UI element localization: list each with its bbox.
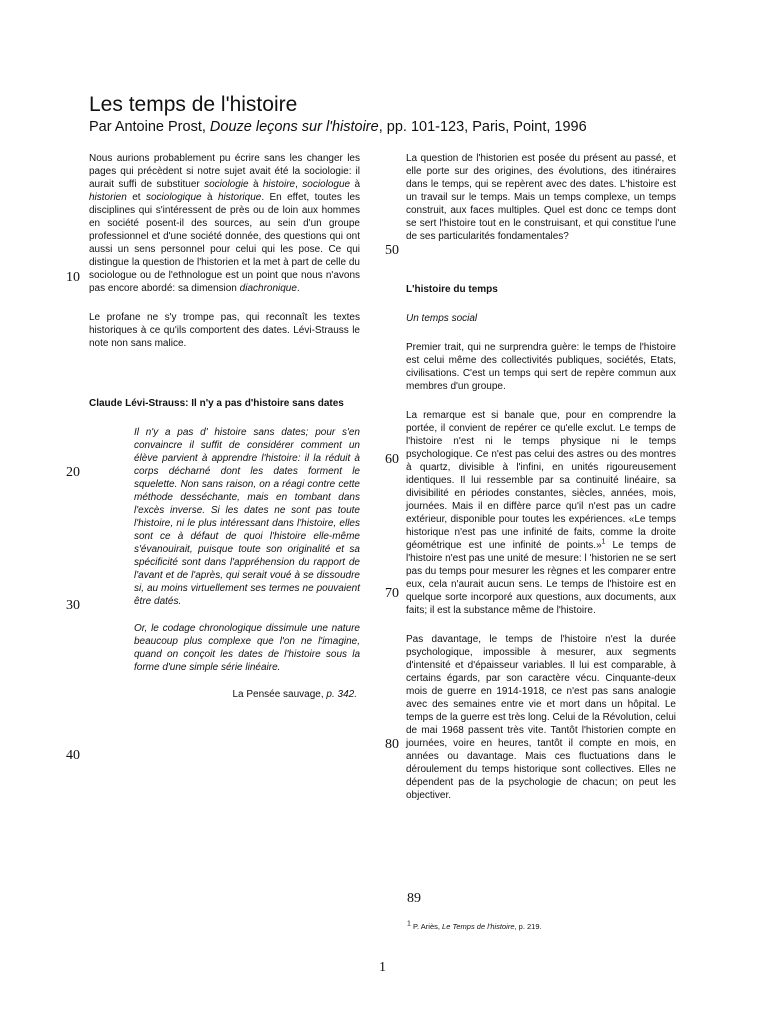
line-number: 10 xyxy=(66,270,80,285)
page-title: Les temps de l'histoire xyxy=(89,93,298,116)
section-heading: L'histoire du temps xyxy=(406,284,498,295)
line-number: 80 xyxy=(385,737,399,752)
section-heading: Claude Lévi-Strauss: Il n'y a pas d'histoire sans dates xyxy=(89,398,344,409)
line-number: 70 xyxy=(385,586,399,601)
question-paragraph: La question de l'historien est posée du présent au passé, et elle porte sur des origines, des évolutions, des itinéraires dans le temps, qui se repèrent avec des dates. L'histoire est un travail sur le temps. Mais un temps complexe, un temps construit, aux faces multiples. Quel est donc ce temps dont se sert l'histoire tout en le construisant, et qui constitue l'une de ses particularités fondamentales? xyxy=(406,153,676,242)
left-column xyxy=(89,152,360,701)
subtitle-author: Par Antoine Prost, xyxy=(89,119,210,135)
line-number: 20 xyxy=(66,465,80,480)
quote-source: La Pensée sauvage, p. 342. xyxy=(232,689,357,700)
body-paragraph: La remarque est si banale que, pour en comprendre la portée, il convient de repérer ce qu'elle exclut. Le temps de l'histoire n'est ni le temps physique ni le temps psychologique. Ce n'est pas celui des astres ou des montres à quartz, divisible à l'infini, en unités rigoureusement identiques. Il lui ressemble par sa continuité linéaire, sa divisibilité en périodes constantes, siècles, années, mois, journées. Mais il en diffère parce qu'il n'est pas un cadre extérieur, disponible pour toutes les expériences. «Le temps historique n'est pas une infinité de faits, comme la droite géométrique est une infinité de points.»$^1$ Le temps de l'histoire n'est pas une unité de mesure: l 'historien ne se sert pas du temps pour mesurer les règnes et les comparer entre eux, cela n'aurait aucun sens. Le temps de l'histoire est en quelque sorte incorporé aux questions, aux documents, aux faits; il est la substance même de l'histoire. xyxy=(406,410,677,616)
line-number: 60 xyxy=(385,452,399,467)
right-column xyxy=(406,152,676,802)
line-number: 50 xyxy=(385,243,399,258)
profane-paragraph: Le profane ne s'y trompe pas, qui reconnaît les textes historiques à ce qu'ils comportent des dates. Lévi-Strauss le note non sans malice. xyxy=(89,312,360,349)
subtitle-publication: , pp. 101-123, Paris, Point, 1996 xyxy=(378,119,587,135)
page-number: 1 xyxy=(379,960,386,975)
source-page-number: 89 xyxy=(407,891,421,906)
line-number: 30 xyxy=(66,598,80,613)
line-number: 40 xyxy=(66,748,80,763)
body-paragraph: Pas davantage, le temps de l'histoire n'est la durée psychologique, impossible à mesurer, aux segments d'intensité et d'épaisseur variables. Il lui est comparable, à certains égards, par son caractère vécu. Cinquante-deux mois de guerre en 1914-1918, ce n'est pas sans analogie avec des semaines entre vie et mort dans un hôpital. Le temps de la guerre est très long. Celui de la Révolution, celui de mai 1968 passent très vite. Tantôt l'historien compte en journées, voire en heures, tantôt il compte en mois, en années ou davantage. Mais ces fluctuations dans le déroulement du temps historique sont collectives. Elles ne dépendent pas de la psychologie de chacun; on peut les objectiver. xyxy=(406,634,676,801)
footnote: $^1$ P. Ariès, Le Temps de l'histoire, p. 219. xyxy=(407,920,542,931)
intro-paragraph: Nous aurions probablement pu écrire sans les changer les pages qui précèdent si notre sujet avait été la sociologie: il aurait suffi de substituer sociologie à histoire, sociologue à historien et sociologique à historique. En effet, toutes les disciplines qui s'intéressent de près ou de loin aux hommes en société posent-il des sources, au sein d'un groupe professionnel et d'une société donnée, des questions qui ont aussi un sens personnel pour celui qui les pose. Ce qui distingue la question de l'historien et la met à part de celle du sociologue ou de l'ethnologue est un point que nous n'avons pas encore abordé: sa dimension diachronique. xyxy=(89,153,361,294)
subtitle-work: Douze leçons sur l'histoire xyxy=(209,119,379,135)
footnote-reference: 1 xyxy=(601,538,606,546)
block-quote: Or, le codage chronologique dissimule une nature beaucoup plus complexe que l'on ne l'imagine, quand on conçoit les dates de l'histoire sous la forme d'une simple série linéaire. xyxy=(134,623,360,673)
body-paragraph: Premier trait, qui ne surprendra guère: le temps de l'histoire est celui même des collectivités publiques, sociétés, Etats, civilisations. C'est un temps qui sert de repère commun aux membres d'un groupe. xyxy=(406,342,676,392)
block-quote: Il n'y a pas d' histoire sans dates; pour s'en convaincre il suffit de considérer comment un élève parvient à apprendre l'histoire: il la réduit à corps décharné dont les dates forment le squelette. Non sans raison, on a réagi contre cette méthode desséchante, mais en tombant dans l'excès inverse. Si les dates ne sont pas toute l'histoire, ni le plus intéressant dans l'histoire, elles sont ce à défaut de quoi l'histoire elle-même s'évanouirait, puisque toute son originalité et sa spécificité sont dans l'appréhension du rapport de l'avant et de l'après, qui serait voué à se dissoudre si, au moins virtuellement ses termes ne pouvaient être datés. xyxy=(134,427,360,607)
section-subheading: Un temps social xyxy=(406,313,478,324)
page-subtitle xyxy=(89,118,587,136)
